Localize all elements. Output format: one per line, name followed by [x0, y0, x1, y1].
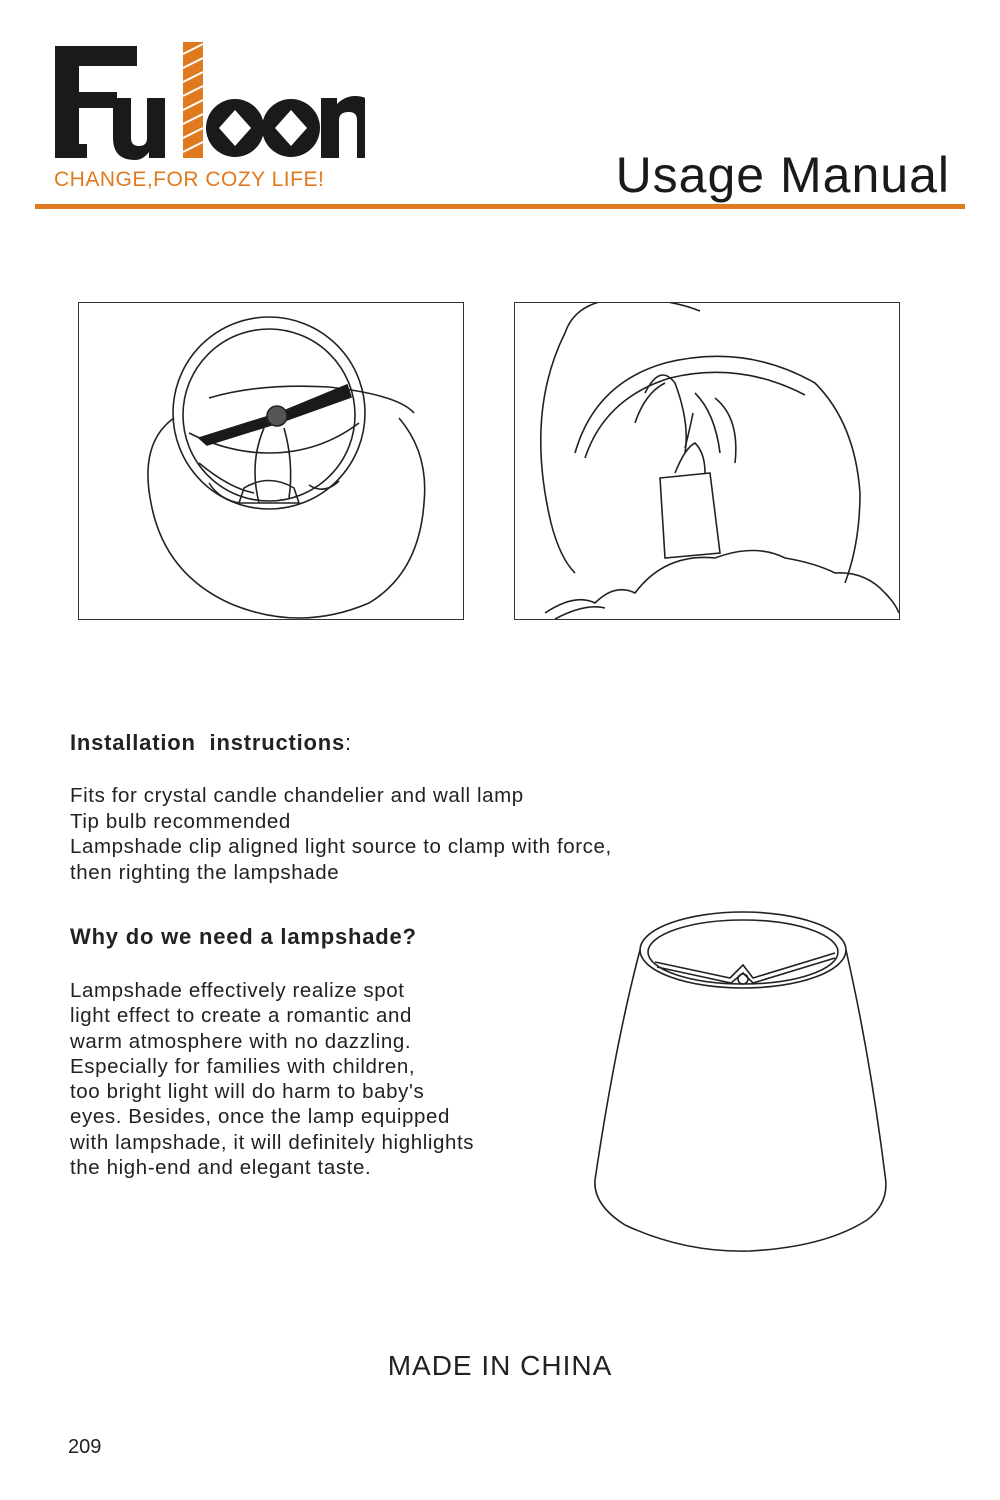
page-title: Usage Manual — [615, 147, 950, 203]
list-item: warm atmosphere with no dazzling. — [70, 1029, 412, 1053]
figure-shade-on-candle — [514, 302, 900, 620]
made-in-label: MADE IN CHINA — [387, 1350, 613, 1381]
figure-clip-on-bulb — [78, 302, 464, 620]
lampshade-clip-attached-to-bulb-icon — [79, 303, 463, 619]
list-item: light effect to create a romantic and — [70, 1004, 413, 1028]
tapered-drum-lampshade-icon — [585, 905, 895, 1255]
list-item: Lampshade effectively realize spot — [70, 979, 405, 1002]
brand-tagline: CHANGE,FOR COZY LIFE! — [54, 168, 325, 191]
figure-lampshade — [585, 905, 895, 1255]
why-list — [70, 978, 474, 1180]
list-item: Especially for families with children, — [70, 1054, 416, 1078]
list-item: Tip bulb recommended — [70, 809, 291, 833]
brand-logo — [55, 40, 365, 165]
list-item: with lampshade, it will definitely highlights — [70, 1130, 475, 1154]
why-heading: Why do we need a lampshade? — [70, 924, 417, 949]
list-item: Lampshade clip aligned light source to clamp with force, — [70, 835, 612, 858]
list-item: too bright light will do harm to baby's — [70, 1080, 425, 1104]
list-item: the high-end and elegant taste. — [70, 1156, 372, 1180]
page-number: 209 — [68, 1436, 102, 1458]
list-item: Fits for crystal candle chandelier and wall lamp — [70, 784, 524, 807]
installation-heading-text: Installation instructions — [70, 730, 346, 755]
lampshade-on-candle-bulb-icon — [515, 303, 899, 619]
installation-list — [70, 783, 612, 885]
list-item: eyes. Besides, once the lamp equipped — [70, 1105, 451, 1129]
installation-heading — [70, 730, 352, 756]
header-divider — [35, 204, 965, 209]
list-item: then righting the lampshade — [70, 860, 340, 884]
installation-heading-colon: : — [345, 730, 352, 755]
